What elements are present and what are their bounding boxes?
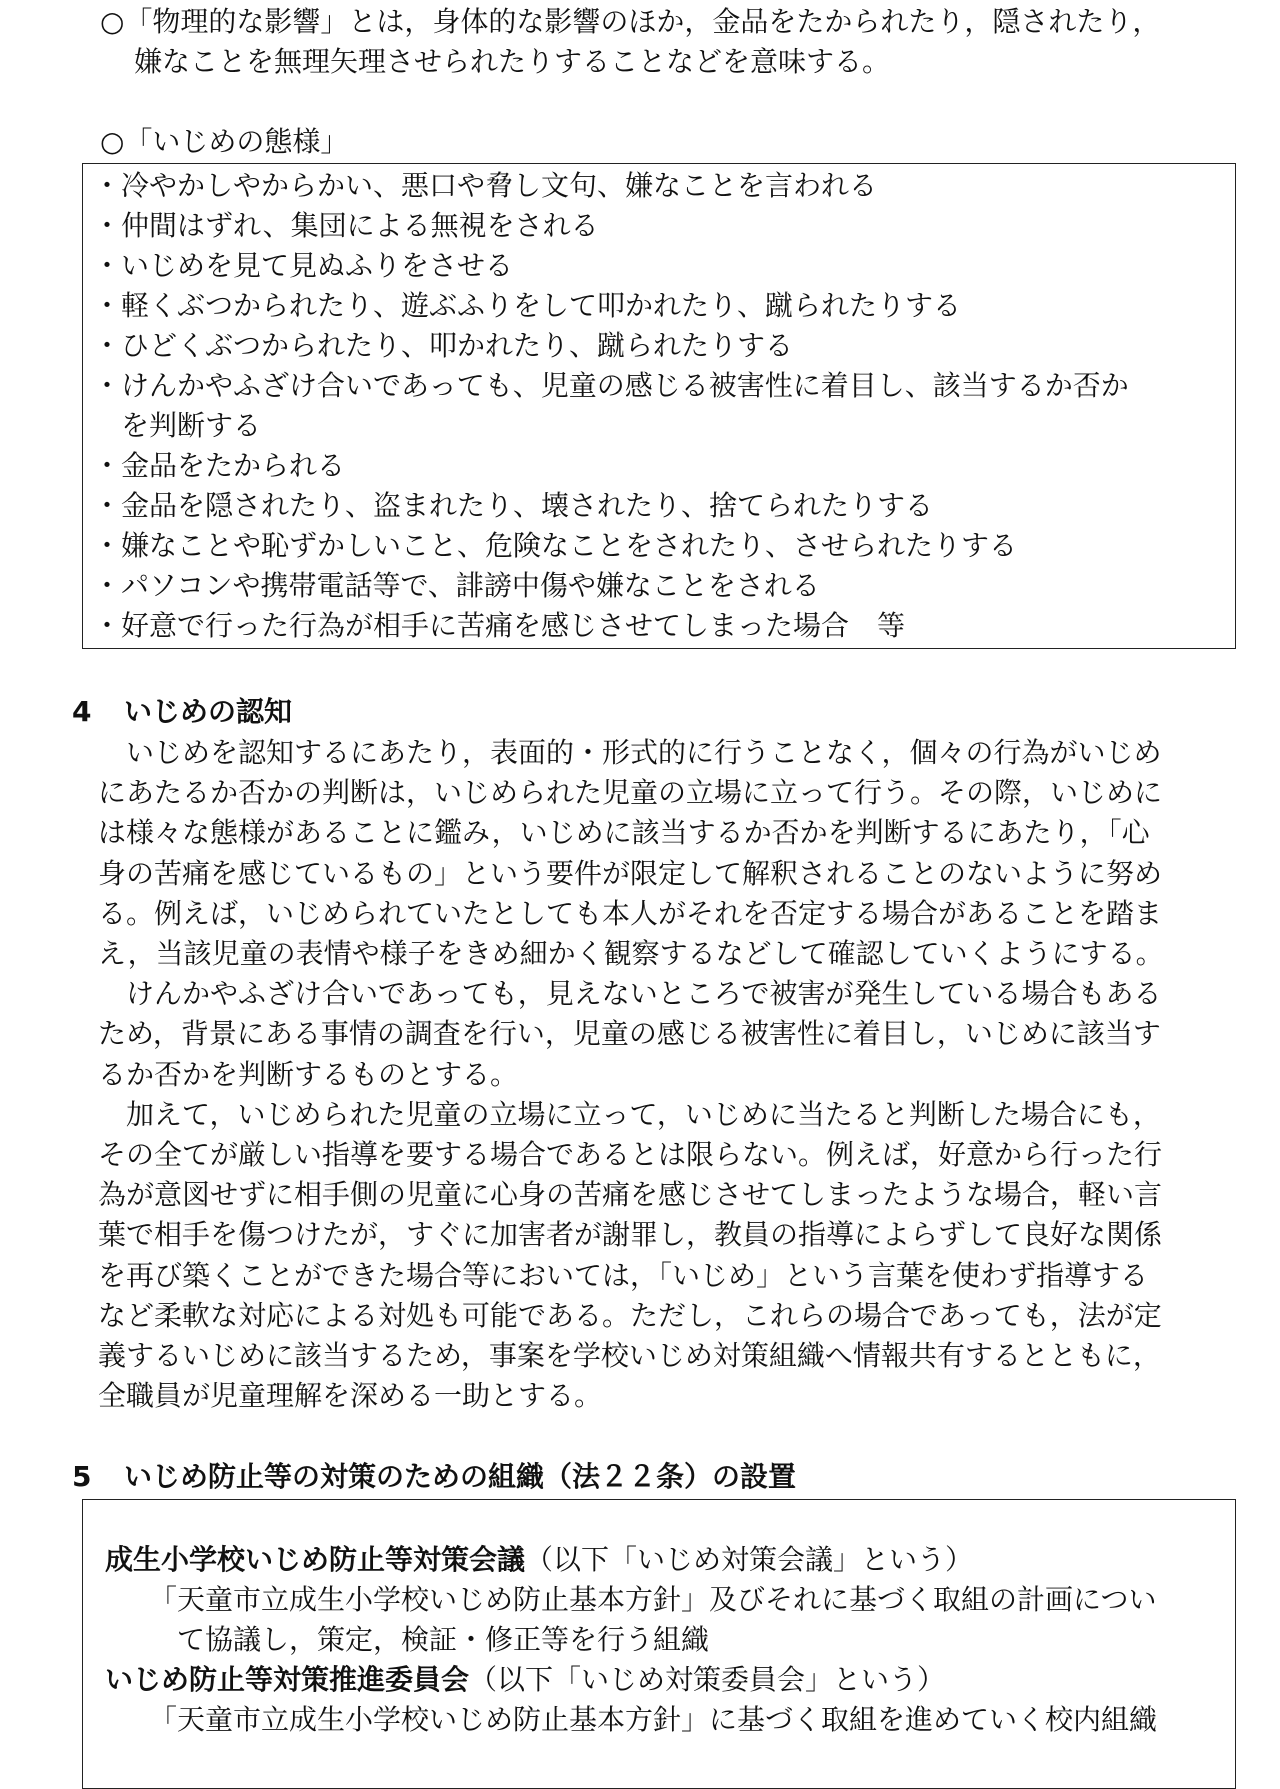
org-title [105,1660,1235,1700]
org-alias: （以下「いじめ対策会議」という） [525,1543,974,1576]
body-line: けんかやふざけ合いであっても，見えないところで被害が発生している場合もある [98,977,1162,1011]
aspect-item: ・冷やかしやからかい、悪口や脅し文句、嫌なことを言われる [93,169,878,202]
org-title [105,1540,1235,1580]
aspect-item: ・パソコンや携帯電話等で、誹謗中傷や嫌なことをされる [93,569,820,602]
org-description: 「天童市立成生小学校いじめ防止基本方針」及びそれに基づく取組の計画につい て協議し，策定，検証・修正等を行う組織 [105,1580,1235,1660]
intro-line-1: ○「物理的な影響」とは，身体的な影響のほか，金品をたかられたり，隠されたり， [100,5,1161,38]
body-line: 全職員が児童理解を深める一助とする。 [98,1379,603,1413]
aspect-item: ・仲間はずれ、集団による無視をされる [93,209,599,242]
aspects-heading: ○「いじめの態様」 [100,125,349,158]
section-title: いじめ防止等の対策のための組織（法２２条）の設置 [124,1460,797,1493]
intro-line-2: 嫌なことを無理矢理させられたりすることなどを意味する。 [134,45,891,78]
aspect-item: ・けんかやふざけ合いであっても、児童の感じる被害性に着目し、該当するか否か を判断する [93,366,1235,446]
body-line: は様々な態様があることに鑑み，いじめに該当するか否かを判断するにあたり，「心 [98,816,1150,850]
aspect-item-continuation: を判断する [121,409,262,442]
aspect-item: ・金品を隠されたり、盗まれたり、壊されたり、捨てられたりする [93,489,934,522]
aspects-box [82,163,1236,649]
body-line: いじめを認知するにあたり，表面的・形式的に行うことなく，個々の行為がいじめ [98,736,1162,769]
body-line: その全てが厳しい指導を要する場合であるとは限らない。例えば，好意から行った行 [98,1138,1163,1172]
section-number: 5 [72,1460,92,1493]
aspect-item: ・嫌なことや恥ずかしいこと、危険なことをされたり、させられたりする [93,529,1018,562]
aspect-item: ・ひどくぶつかられたり、叩かれたり、蹴られたりする [93,329,794,362]
org-description: 「天童市立成生小学校いじめ防止基本方針」に基づく取組を進めていく校内組織 [149,1703,1158,1736]
org-alias: （以下「いじめ対策委員会」という） [469,1663,946,1696]
org-name: いじめ防止等対策推進委員会 [105,1663,470,1696]
body-line: え，当該児童の表情や様子をきめ細かく観察するなどして確認していくようにする。 [98,937,1164,971]
aspect-item: ・軽くぶつかられたり、遊ぶふりをして叩かれたり、蹴られたりする [93,289,962,322]
section-title: いじめの認知 [124,695,293,728]
aspect-item: ・いじめを見て見ぬふりをさせる [93,249,514,282]
section-4-heading [72,692,292,732]
body-line: 葉で相手を傷つけたが，すぐに加害者が謝罪し，教員の指導によらずして良好な関係 [98,1218,1163,1252]
org-name: 成生小学校いじめ防止等対策会議 [105,1543,526,1576]
body-line: るか否かを判断するものとする。 [98,1057,519,1091]
section-5-heading [72,1457,796,1497]
physical-influence-note [100,2,1260,82]
body-line: 義するいじめに該当するため，事案を学校いじめ対策組織へ情報共有するとともに， [98,1339,1161,1373]
body-line: など柔軟な対応による対処も可能である。ただし，これらの場合であっても，法が定 [98,1298,1162,1332]
body-line: 身の苦痛を感じているもの」という要件が限定して解釈されることのないように努め [98,856,1163,890]
body-line: 加えて，いじめられた児童の立場に立って，いじめに当たると判断した場合にも， [98,1097,1161,1131]
aspect-item: ・金品をたかられる [93,449,346,482]
organization-box [82,1499,1236,1789]
section-number: 4 [72,695,92,728]
body-line: ため，背景にある事情の調査を行い，児童の感じる被害性に着目し，いじめに該当す [98,1017,1161,1051]
body-line: を再び築くことができた場合等においては，「いじめ」という言葉を使わず指導する [98,1258,1149,1292]
body-line: る。例えば，いじめられていたとしても本人がそれを否定する場合があることを踏ま [98,896,1163,930]
section-4-body [98,733,1268,1416]
body-line: 為が意図せずに相手側の児童に心身の苦痛を感じさせてしまったような場合，軽い言 [98,1178,1163,1212]
org-description-continuation: て協議し，策定，検証・修正等を行う組織 [177,1623,710,1656]
aspect-item: ・好意で行った行為が相手に苦痛を感じさせてしまった場合 等 [93,609,906,642]
body-line: にあたるか否かの判断は，いじめられた児童の立場に立って行う。その際，いじめに [98,776,1163,810]
